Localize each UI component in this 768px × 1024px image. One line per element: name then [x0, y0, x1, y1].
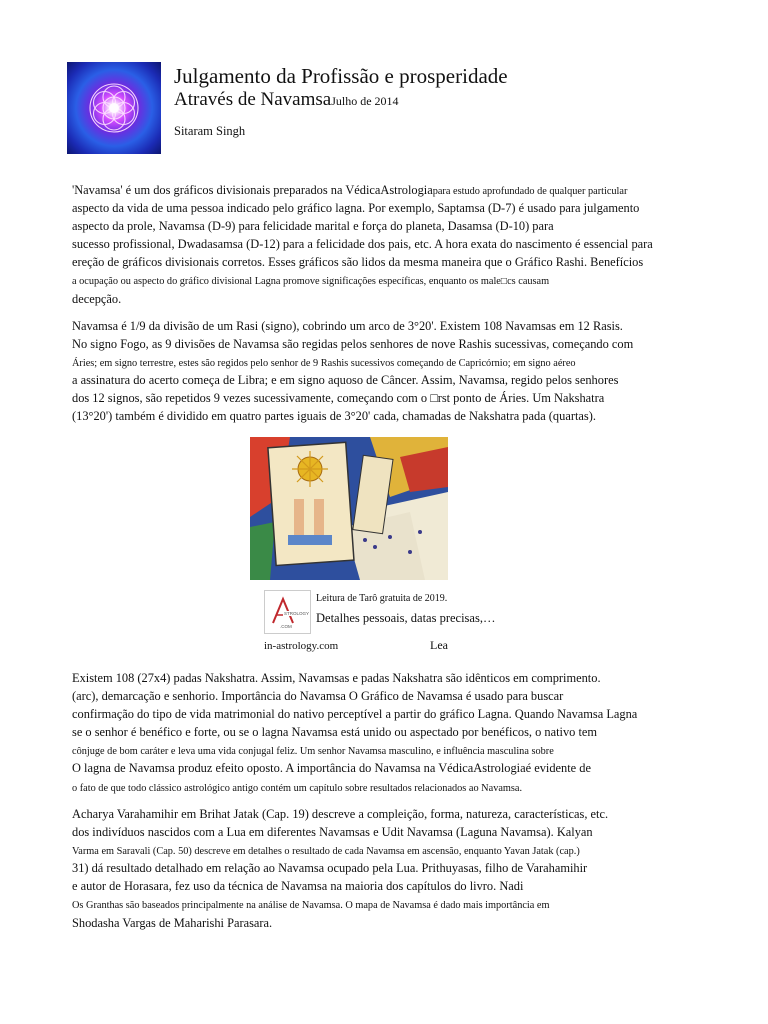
text-line — [72, 407, 652, 425]
text-segment: Áries; em signo terrestre, estes são regidos pelo senhor de 9 Rashis sucessivos começando de Capricórnio; em signo aéreo — [72, 358, 576, 370]
text-line — [72, 290, 652, 308]
text-segment: confirmação do tipo de vida matrimonial do nativo perceptível a partir do gráfico Lagna. Quando Navamsa Lagna — [72, 707, 638, 722]
text-line — [72, 389, 652, 407]
author-name: Sitaram Singh — [174, 124, 246, 138]
text-segment: (arc), demarcação e senhorio. Importância do Navamsa O Gráfico de Navamsa é usado para buscar — [72, 689, 564, 704]
text-segment: Navamsa é 1/9 da divisão de um Rasi (signo), cobrindo um arco de 3°20'. Existem 108 Navamsas em 12 Rasis. — [72, 319, 623, 333]
text-segment: se o senhor é benéfico e forte, ou se o lagna Navamsa está unido ou aspectado por benéficos, o nativo tem — [72, 725, 598, 740]
text-line — [72, 353, 652, 371]
text-line — [72, 859, 652, 877]
paragraph — [72, 805, 652, 932]
text-line — [72, 217, 652, 235]
text-line — [72, 669, 652, 687]
text-segment: Os Granthas são baseados principalmente na análise de Navamsa. O mapa de Navamsa é dado mais importância em — [72, 900, 550, 912]
text-segment: ereção de gráficos divisionais corretos. Esses gráficos são lidos da mesma maneira que o Gráfico Rashi. Benefícios — [72, 255, 644, 270]
tarot-cards-image[interactable] — [250, 437, 448, 580]
text-line — [72, 181, 652, 199]
text-line — [72, 317, 652, 335]
flower-of-life-icon — [67, 62, 161, 154]
text-segment: 31) dá resultado detalhado em relação ao Navamsa ocupado pela Lua. Prithuyasas, filho de Varahamihir — [72, 861, 588, 876]
text-line — [72, 687, 652, 705]
text-line — [72, 841, 652, 859]
text-line — [72, 895, 652, 913]
text-line — [72, 823, 652, 841]
text-segment: decepção. — [72, 291, 122, 306]
paragraph — [72, 181, 652, 308]
ad-cta-link[interactable]: Lea — [430, 638, 448, 652]
subtitle-text: Através de Navamsa — [174, 89, 332, 110]
text-line — [72, 877, 652, 895]
text-segment: Existem 108 (27x4) padas Nakshatra. Assim, Navamsas e padas Nakshatra são idênticos em comprimento. — [72, 671, 601, 685]
text-line — [72, 759, 652, 777]
text-line — [72, 271, 652, 289]
text-segment: 'Navamsa' é um dos gráficos divisionais preparados na VédicaAstrologia — [72, 183, 433, 197]
text-segment: dos indivíduos nascidos com a Lua em diferentes Navamsas e Udit Navamsa (Laguna Navamsa). Kalyan — [72, 825, 593, 840]
text-segment: aspecto da vida de uma pessoa indicado pelo gráfico lagna. Por exemplo, Saptamsa (D-7) é usado para julgamento — [72, 201, 640, 216]
text-segment: (13°20') também é dividido em quatro partes iguais de 3°20' cada, chamadas de Nakshatra pada (quartas). — [72, 409, 596, 424]
ad-description[interactable]: Detalhes pessoais, datas precisas,… — [316, 611, 496, 625]
text-segment: sucesso profissional, Dwadasamsa (D-12) para a felicidade dos pais, etc. A hora exata do nascimento é essencial para — [72, 237, 653, 252]
text-segment: o fato de que todo clássico astrológico antigo contém um capítulo sobre resultados relacionados ao Navamsa. — [72, 782, 523, 794]
text-line — [72, 371, 652, 389]
svg-text:.COM: .COM — [280, 624, 292, 629]
paragraph — [72, 317, 652, 426]
text-line — [72, 741, 652, 759]
text-segment: para estudo aprofundado de qualquer particular — [432, 186, 628, 197]
text-segment: O lagna de Navamsa produz efeito oposto. A importância do Navamsa na VédicaAstrologiaé evidente de — [72, 761, 591, 776]
text-line — [72, 914, 652, 932]
text-line — [72, 705, 652, 723]
text-segment: a assinatura do acerto começa de Libra; e em signo aquoso de Câncer. Assim, Navamsa, regido pelos senhores — [72, 373, 619, 388]
text-line — [72, 335, 652, 353]
paragraph — [72, 669, 652, 796]
text-segment: e autor de Horasara, fez uso da técnica de Navamsa na maioria dos capítulos do livro. Nadi — [72, 879, 524, 894]
text-segment: Shodasha Vargas de Maharishi Parasara. — [72, 915, 273, 930]
text-segment: a ocupação ou aspecto do gráfico divisional Lagna promove significações específicas, enquanto os male□cs causam — [72, 276, 550, 288]
text-line — [72, 235, 652, 253]
ad-domain[interactable]: in-astrology.com — [264, 640, 339, 652]
text-segment: Varma em Saravali (Cap. 50) descreve em detalhes o resultado de cada Navamsa em ascensão, enquanto Yavan Jatak (cap.) — [72, 846, 580, 858]
text-line — [72, 778, 652, 796]
ad-title[interactable]: Leitura de Tarô gratuita de 2019. — [316, 593, 448, 604]
text-line — [72, 253, 652, 271]
text-segment: cônjuge de bom caráter e leva uma vida conjugal feliz. Um senhor Navamsa masculino, e influência masculina sobre — [72, 746, 554, 758]
text-line — [72, 805, 652, 823]
text-segment: dos 12 signos, são repetidos 9 vezes sucessivamente, começando com o □rst ponto de Áries. Um Nakshatra — [72, 391, 605, 406]
astrology-logo-icon[interactable] — [264, 590, 311, 634]
text-line — [72, 199, 652, 217]
text-segment: No signo Fogo, as 9 divisões de Navamsa são regidas pelos senhores de nove Rashis sucessivas, começando com — [72, 337, 634, 352]
text-line — [72, 723, 652, 741]
text-segment: Acharya Varahamihir em Brihat Jatak (Cap. 19) descreve a compleição, forma, natureza, características, etc. — [72, 807, 609, 821]
publication-date: Julho de 2014 — [331, 94, 399, 108]
page-title: Julgamento da Profissão e prosperidade — [174, 64, 508, 88]
svg-text:STROLOGY: STROLOGY — [284, 611, 310, 616]
page-subtitle — [174, 89, 399, 112]
text-segment: aspecto da prole, Navamsa (D-9) para felicidade marital e força do planeta, Dasamsa (D-10) para — [72, 219, 554, 234]
